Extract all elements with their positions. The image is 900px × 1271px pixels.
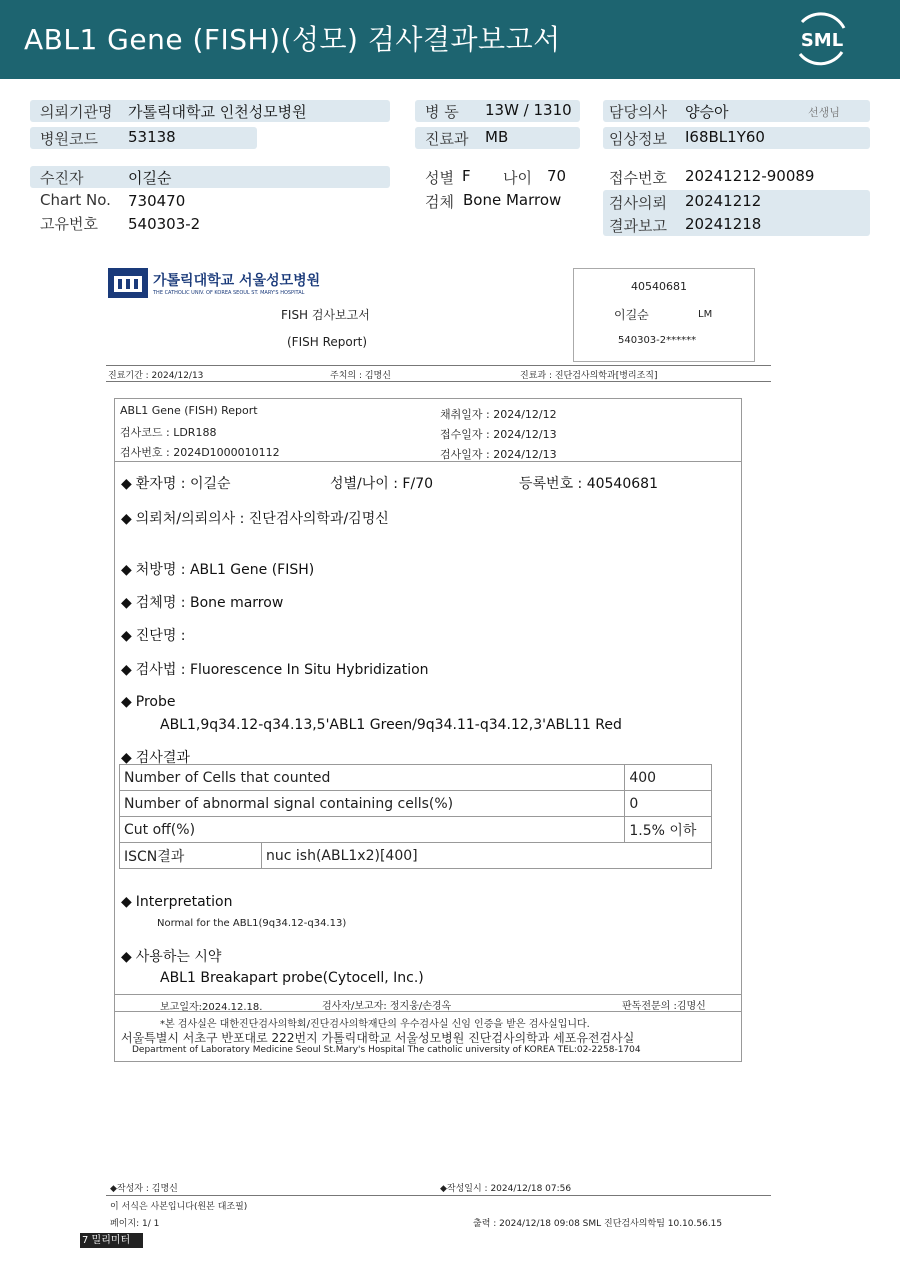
dept-line: 진료과 : 진단검사의학과[병리조직]: [520, 371, 658, 381]
footer-writer: ◆작성자 : 김명신: [110, 1184, 178, 1194]
report-doc-title: FISH 검사보고서: [281, 308, 370, 322]
report-date-value: 20241218: [685, 215, 762, 233]
sex-label: 성별: [425, 169, 454, 187]
ward-value: 13W / 1310: [485, 101, 572, 119]
test-title: ABL1 Gene (FISH) Report: [120, 404, 258, 417]
institution-label: 의뢰기관명: [40, 103, 113, 121]
footer-copy-note: 이 서식은 사본입니다(원본 대조필): [110, 1202, 248, 1212]
reporter-line: 검사자/보고자: 정지웅/손경옥: [322, 1001, 452, 1012]
specimen-value: Bone Marrow: [463, 191, 562, 209]
probe-title: ◆ Probe: [121, 694, 176, 710]
period-line: 진료기간 : 2024/12/13: [108, 371, 204, 381]
scale-badge: 7 밀리미터: [80, 1233, 143, 1248]
unique-value: 540303-2: [128, 215, 201, 233]
dept-label: 진료과: [425, 130, 469, 148]
result-label: Cut off(%): [120, 817, 625, 843]
exam-date: 검사일자 : 2024/12/13: [440, 448, 557, 461]
institution-value: 가톨릭대학교 인천성모병원: [128, 103, 307, 121]
hospital-code-value: 53138: [128, 128, 176, 146]
divider: [114, 1011, 741, 1012]
request-label: 검사의뢰: [609, 194, 667, 212]
patient-value: 이길순: [128, 169, 172, 187]
doctor-suffix: 선생님: [808, 106, 840, 119]
hospital-subtitle: THE CATHOLIC UNIV. OF KOREA SEOUL ST. MARY'S HOSPITAL: [153, 290, 305, 296]
result-table: [119, 764, 712, 869]
hospital-logo-icon: [108, 268, 148, 298]
doctor-value: 양승아: [685, 103, 729, 121]
page-title: ABL1 Gene (FISH)(성모) 검사결과보고서: [24, 23, 561, 56]
reagent-text: ABL1 Breakapart probe(Cytocell, Inc.): [160, 970, 424, 986]
report-date-line: 보고일자:2024.12.18.: [160, 1002, 263, 1013]
divider: [106, 381, 771, 382]
result-label: Number of Cells that counted: [120, 765, 625, 791]
interp-text: Normal for the ABL1(9q34.12-q34.13): [157, 918, 347, 929]
request-date-value: 20241212: [685, 192, 762, 210]
probe-detail: ABL1,9q34.12-q34.13,5'ABL1 Green/9q34.11-q34.12,3'ABL11 Red: [160, 717, 622, 733]
divider: [106, 365, 771, 366]
attending-line: 주치의 : 김명신: [330, 371, 391, 381]
regno-line: 등록번호 : 40540681: [519, 476, 658, 492]
specimen-line: ◆ 검체명 : Bone marrow: [121, 595, 284, 611]
sml-logo-icon: [792, 10, 852, 66]
result-value: 1.5% 이하: [625, 817, 712, 843]
logo-text: SML: [800, 30, 844, 51]
receipt-no-value: 20241212-90089: [685, 167, 815, 185]
id-box-code: LM: [698, 309, 713, 320]
result-value: 0: [625, 791, 712, 817]
hospital-code-label: 병원코드: [40, 130, 98, 148]
patient-line: ◆ 환자명 : 이길순: [121, 476, 231, 492]
test-no: 검사번호 : 2024D1000010112: [120, 446, 280, 459]
chart-label: Chart No.: [40, 191, 111, 209]
id-box-name: 이길순: [614, 308, 649, 322]
clinical-label: 임상정보: [609, 130, 667, 148]
receive-date: 접수일자 : 2024/12/13: [440, 428, 557, 441]
ward-label: 병 동: [425, 103, 459, 121]
result-label: Number of abnormal signal containing cells(%): [120, 791, 625, 817]
specimen-label: 검체: [425, 193, 454, 211]
report-doc-title-en: (FISH Report): [287, 335, 368, 349]
age-label: 나이: [503, 169, 532, 187]
result-title: ◆ 검사결과: [121, 750, 190, 766]
collect-date: 채취일자 : 2024/12/12: [440, 408, 557, 421]
chart-value: 730470: [128, 192, 186, 210]
iscn-label: ISCN결과: [120, 843, 262, 869]
footer-page: 페이지: 1/ 1: [110, 1219, 160, 1229]
patient-box: [30, 166, 390, 188]
reagent-title: ◆ 사용하는 시약: [121, 949, 222, 965]
id-box-reg-no: 40540681: [631, 280, 687, 293]
clinical-value: I68BL1Y60: [685, 128, 765, 146]
judge-line: 판독전문의 :김명신: [622, 1001, 706, 1012]
referrer-line: ◆ 의뢰처/의뢰의사 : 진단검사의학과/김명신: [121, 511, 389, 527]
method-line: ◆ 검사법 : Fluorescence In Situ Hybridization: [121, 662, 429, 678]
result-value: 400: [625, 765, 712, 791]
id-box-rrn: 540303-2******: [618, 335, 697, 346]
divider: [114, 461, 741, 462]
table-row: [120, 791, 712, 817]
interp-title: ◆ Interpretation: [121, 894, 233, 910]
sexage-line: 성별/나이 : F/70: [330, 476, 434, 492]
table-row: [120, 817, 712, 843]
hospital-name: 가톨릭대학교 서울성모병원: [153, 273, 321, 289]
table-row: [120, 843, 712, 869]
diagnosis-line: ◆ 진단명 :: [121, 628, 186, 644]
age-value: 70: [547, 167, 567, 185]
report-label: 결과보고: [609, 217, 667, 235]
dept-en-line: Department of Laboratory Medicine Seoul St.Mary's Hospital The catholic university of KOREA TEL:02-2258-1704: [132, 1045, 641, 1055]
address-line: 서울특별시 서초구 반포대로 222번지 가톨릭대학교 서울성모병원 진단검사의학과 세포유전검사실: [121, 1031, 635, 1045]
divider: [114, 994, 741, 995]
cert-line: *본 검사실은 대한진단검사의학회/진단검사의학재단의 우수검사실 신임 인증을 받은 검사실입니다.: [160, 1019, 590, 1030]
footer-printed: 출력 : 2024/12/18 09:08 SML 진단검사의학팀 10.10.56.15: [473, 1219, 723, 1229]
sex-value: F: [462, 167, 471, 185]
patient-label: 수진자: [40, 169, 84, 187]
order-line: ◆ 처방명 : ABL1 Gene (FISH): [121, 562, 315, 578]
dept-value: MB: [485, 128, 509, 146]
unique-label: 고유번호: [40, 215, 98, 233]
receipt-no-label: 접수번호: [609, 169, 667, 187]
doctor-label: 담당의사: [609, 103, 667, 121]
table-row: [120, 765, 712, 791]
footer-written-at: ◆작성일시 : 2024/12/18 07:56: [440, 1184, 572, 1194]
divider: [106, 1195, 771, 1196]
test-code: 검사코드 : LDR188: [120, 426, 217, 439]
iscn-value: nuc ish(ABL1x2)[400]: [262, 843, 712, 869]
